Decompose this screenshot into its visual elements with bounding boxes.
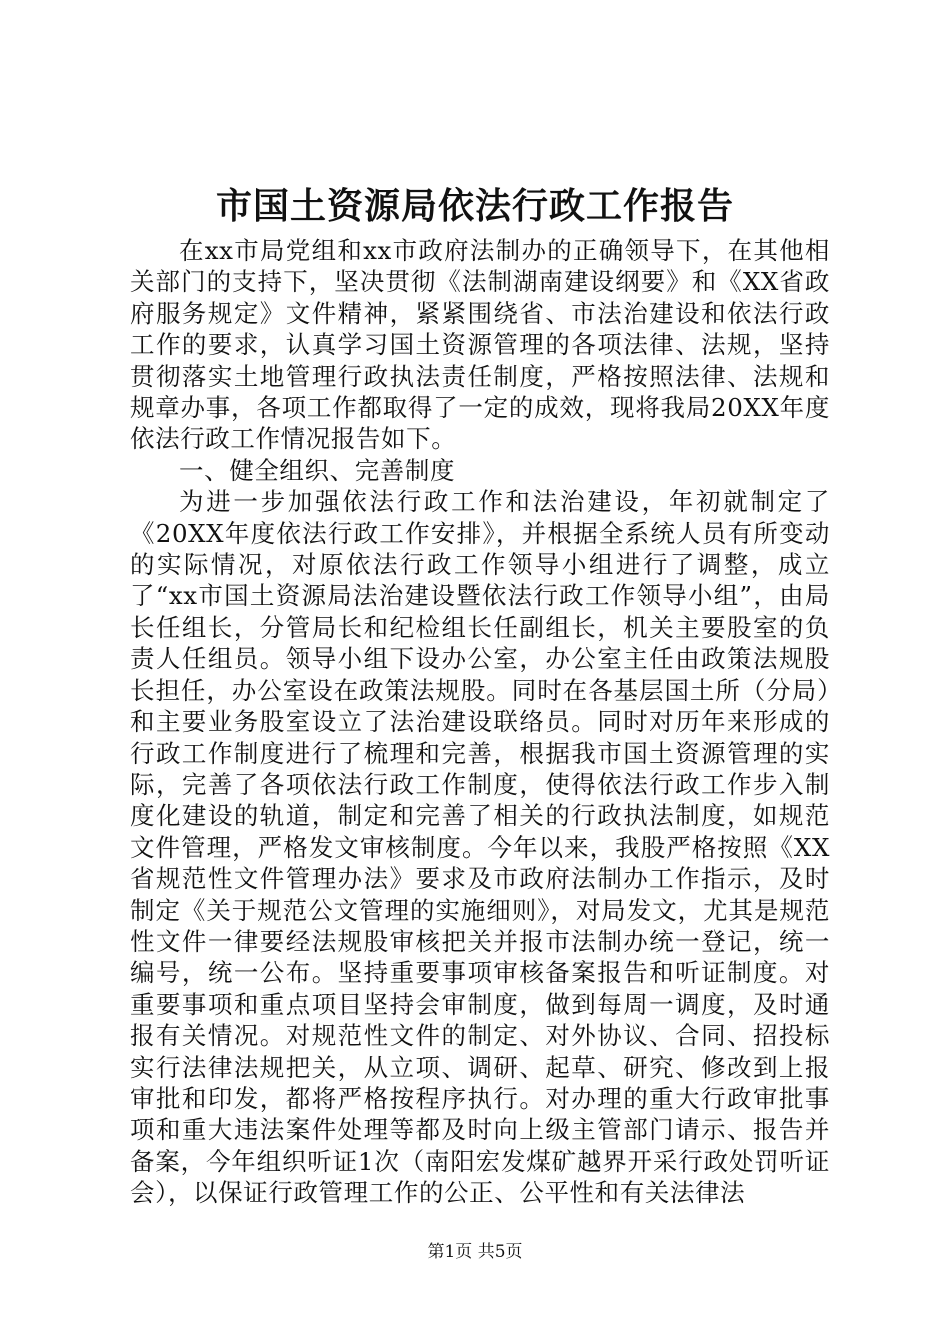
document-body [130, 235, 830, 1209]
page-footer: 第1页 共5页 [427, 1242, 523, 1262]
document-title: 市国土资源局依法行政工作报告 [215, 185, 734, 227]
section-heading: 一、健全组织、完善制度 [179, 455, 456, 485]
paragraph-intro: 在xx市局党组和xx市政府法制办的正确领导下，在其他相关部门的支持下，坚决贯彻《法制湖南建设纲要》和《XX省政府服务规定》文件精神，紧紧围绕省、市法治建设和依法行政工作的要求，认真学习国土资源管理的各项法律、法规，坚持贯彻落实土地管理行政执法责任制度，严格按照法律、法规和规章办事，各项工作都取得了一定的成效，现将我局20XX年度依法行政工作情况报告如下。 [130, 236, 830, 454]
paragraph-section-1: 为进一步加强依法行政工作和法治建设，年初就制定了《20XX年度依法行政工作安排》，并根据全系统人员有所变动的实际情况，对原依法行政工作领导小组进行了调整，成立了“xx市国土资源局法治建设暨依法行政工作领导小组”，由局长任组长，分管局长和纪检组长任副组长，机关主要股室的负责人任组员。领导小组下设办公室，办公室主任由政策法规股长担任，办公室设在政策法规股。同时在各基层国土所（分局）和主要业务股室设立了法治建设联络员。同时对历年来形成的行政工作制度进行了梳理和完善，根据我市国土资源管理的实际，完善了各项依法行政工作制度，使得依法行政工作步入制度化建设的轨道，制定和完善了相关的行政执法制度，如规范文件管理，严格发文审核制度。今年以来，我股严格按照《XX省规范性文件管理办法》要求及市政府法制办工作指示，及时制定《关于规范公文管理的实施细则》，对局发文，尤其是规范性文件一律要经法规股审核把关并报市法制办统一登记，统一编号，统一公布。坚持重要事项审核备案报告和听证制度。对重要事项和重点项目坚持会审制度，做到每周一调度，及时通报有关情况。对规范性文件的制定、对外协议、合同、招投标实行法律法规把关，从立项、调研、起草、研究、修改到上报审批和印发，都将严格按程序执行。对办理的重大行政审批事项和重大违法案件处理等都及时向上级主管部门请示、报告并备案，今年组织听证1次（南阳宏发煤矿越界开采行政处罚听证会），以保证行政管理工作的公正、公平性和有关法律法 [130, 487, 830, 1208]
